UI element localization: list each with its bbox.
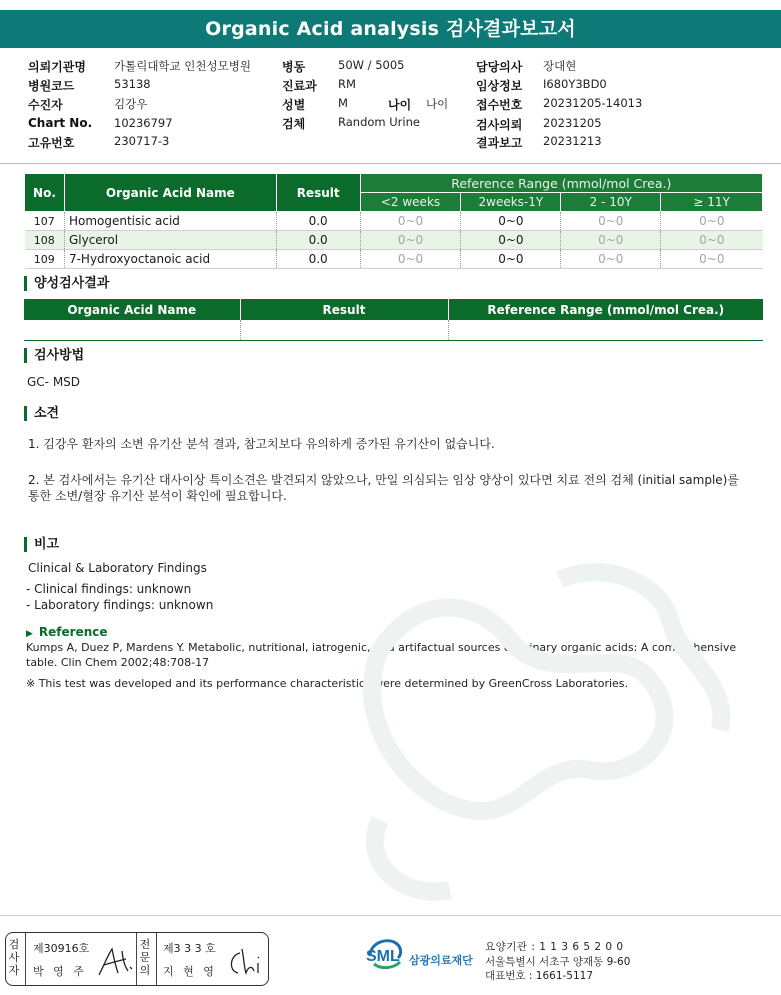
chart-no-value: 10236797 — [114, 116, 173, 130]
institution-value: 가톨릭대학교 인천성모병원 — [114, 59, 251, 73]
row-no: 109 — [25, 250, 65, 269]
empty-cell — [240, 320, 448, 341]
reference-heading-text: Reference — [38, 625, 108, 639]
department-label: 진료과 — [282, 79, 317, 93]
clinical-info-value: I680Y3BD0 — [543, 77, 607, 91]
examiner-label-char: 사 — [8, 951, 20, 964]
table-row — [24, 320, 763, 341]
empty-cell — [448, 320, 763, 341]
recipient-value: 김강우 — [114, 97, 148, 111]
report-title: Organic Acid analysis 검사결과보고서 — [0, 10, 781, 48]
specimen-label: 검체 — [282, 117, 306, 131]
remarks-line-3: - Laboratory findings: unknown — [26, 598, 214, 612]
row-ref-3: 0~0 — [561, 250, 661, 269]
specialist-label-char: 문 — [139, 951, 151, 964]
row-ref-1: 0~0 — [360, 250, 461, 269]
signature-divider — [136, 933, 137, 985]
positive-results-heading: 양성검사결과 — [24, 276, 109, 291]
findings-heading: 소견 — [24, 406, 59, 421]
row-ref-1: 0~0 — [360, 212, 461, 231]
examiner-name: 박 영 주 — [33, 965, 87, 978]
row-ref-2: 0~0 — [461, 250, 561, 269]
doctor-value: 장대현 — [543, 59, 577, 73]
remarks-line-2: - Clinical findings: unknown — [26, 582, 192, 596]
row-ref-1: 0~0 — [360, 231, 461, 250]
request-date-label: 검사의뢰 — [476, 118, 523, 132]
positive-header-reference: Reference Range (mmol/mol Crea.) — [448, 299, 763, 320]
lab-phone: 대표번호 : 1661-5117 — [485, 970, 594, 982]
hospital-code-value: 53138 — [114, 77, 151, 91]
receipt-no-label: 접수번호 — [476, 98, 523, 112]
logo-text: SML — [366, 948, 400, 965]
unique-no-value: 230717-3 — [114, 134, 170, 148]
header-reference-range: Reference Range (mmol/mol Crea.) — [360, 174, 762, 193]
sex-label: 성별 — [282, 98, 306, 112]
row-ref-3: 0~0 — [561, 231, 661, 250]
examiner-label — [7, 938, 21, 977]
reference-heading — [26, 625, 108, 639]
signature-divider — [156, 933, 157, 985]
request-date-value: 20231205 — [543, 116, 602, 130]
clinical-info-label: 임상정보 — [476, 79, 523, 93]
examiner-number: 제30916호 — [33, 942, 90, 955]
age-value: 나이 — [426, 97, 449, 111]
positive-header-name: Organic Acid Name — [24, 299, 240, 320]
examiner-label-char: 자 — [8, 964, 20, 977]
findings-paragraph-2b: 통한 소변/혈장 유기산 분석이 확인에 필요합니다. — [28, 489, 287, 503]
chart-no-label: Chart No. — [28, 116, 93, 130]
hospital-code-label: 병원코드 — [28, 79, 75, 93]
signature-box — [5, 932, 269, 986]
positive-header-result: Result — [240, 299, 448, 320]
signature-divider — [25, 933, 26, 985]
findings-paragraph-1: 1. 김강우 환자의 소변 유기산 분석 결과, 참고치보다 유의하게 증가된 유기산이 없습니다. — [28, 437, 495, 451]
remarks-heading: 비고 — [24, 537, 59, 552]
row-no: 107 — [25, 212, 65, 231]
row-result: 0.0 — [276, 212, 360, 231]
row-acid-name: 7-Hydroxyoctanoic acid — [64, 250, 276, 269]
triangle-right-icon: ▶ — [26, 629, 33, 639]
table-row — [25, 212, 763, 231]
reference-line-2: table. Clin Chem 2002;48:708-17 — [26, 656, 210, 669]
remarks-line-1: Clinical & Laboratory Findings — [28, 561, 207, 575]
receipt-no-value: 20231205-14013 — [543, 96, 643, 110]
sex-value: M — [338, 96, 348, 110]
positive-results-table — [24, 299, 763, 341]
specialist-name: 지 현 영 — [163, 965, 217, 978]
method-text: GC- MSD — [27, 375, 81, 389]
lab-name: 삼광의료재단 — [409, 954, 473, 967]
lab-code: 요양기관 : 1 1 3 6 5 2 0 0 — [485, 941, 624, 953]
specialist-label-char: 전 — [139, 938, 151, 951]
row-no: 108 — [25, 231, 65, 250]
row-acid-name: Homogentisic acid — [64, 212, 276, 231]
footer — [0, 930, 781, 990]
age-label: 나이 — [388, 98, 412, 112]
reference-note: ※ This test was developed and its performance characteristics were determined by GreenCross Laboratories. — [26, 677, 629, 690]
report-date-label: 결과보고 — [476, 136, 523, 150]
institution-label: 의뢰기관명 — [28, 60, 86, 74]
row-acid-name: Glycerol — [64, 231, 276, 250]
result-table — [24, 173, 763, 269]
header-no: No. — [25, 174, 65, 212]
header-age-1: <2 weeks — [360, 193, 461, 212]
row-ref-4: 0~0 — [661, 250, 763, 269]
header-result: Result — [276, 174, 360, 212]
row-result: 0.0 — [276, 250, 360, 269]
row-ref-2: 0~0 — [461, 212, 561, 231]
doctor-label: 담당의사 — [476, 60, 523, 74]
footer-divider — [0, 915, 781, 916]
header-age-3: 2 - 10Y — [561, 193, 661, 212]
patient-info — [0, 56, 781, 156]
header-acid-name: Organic Acid Name — [64, 174, 276, 212]
examiner-label-char: 검 — [8, 938, 20, 951]
reference-line-1: Kumps A, Duez P, Mardens Y. Metabolic, nutritional, iatrogenic, and artifactual sources of urinary organic acids: A comprehensive — [26, 641, 737, 654]
table-row — [25, 231, 763, 250]
row-ref-4: 0~0 — [661, 231, 763, 250]
info-divider — [0, 163, 781, 164]
specialist-number: 제3 3 3 호 — [163, 942, 216, 955]
examiner-signature — [96, 945, 136, 979]
report-date-value: 20231213 — [543, 134, 602, 148]
row-result: 0.0 — [276, 231, 360, 250]
row-ref-4: 0~0 — [661, 212, 763, 231]
table-row — [25, 250, 763, 269]
specialist-signature — [224, 945, 264, 979]
specimen-value: Random Urine — [338, 115, 420, 129]
unique-no-label: 고유번호 — [28, 136, 75, 150]
ward-value: 50W / 5005 — [338, 58, 405, 72]
recipient-label: 수진자 — [28, 98, 63, 112]
row-ref-2: 0~0 — [461, 231, 561, 250]
ward-label: 병동 — [282, 60, 306, 74]
header-age-2: 2weeks-1Y — [461, 193, 561, 212]
watermark-logo — [260, 520, 780, 920]
empty-cell — [24, 320, 240, 341]
specialist-label — [138, 938, 152, 977]
header-age-4: ≥ 11Y — [661, 193, 763, 212]
specialist-label-char: 의 — [139, 964, 151, 977]
method-heading: 검사방법 — [24, 348, 84, 363]
lab-address: 서울특별시 서초구 양재동 9-60 — [485, 956, 631, 968]
department-value: RM — [338, 77, 356, 91]
findings-paragraph-2a: 2. 본 검사에서는 유기산 대사이상 특이소견은 발견되지 않았으나, 만일 의심되는 임상 양상이 있다면 치료 전의 검체 (initial sample)를 — [28, 473, 739, 487]
row-ref-3: 0~0 — [561, 212, 661, 231]
